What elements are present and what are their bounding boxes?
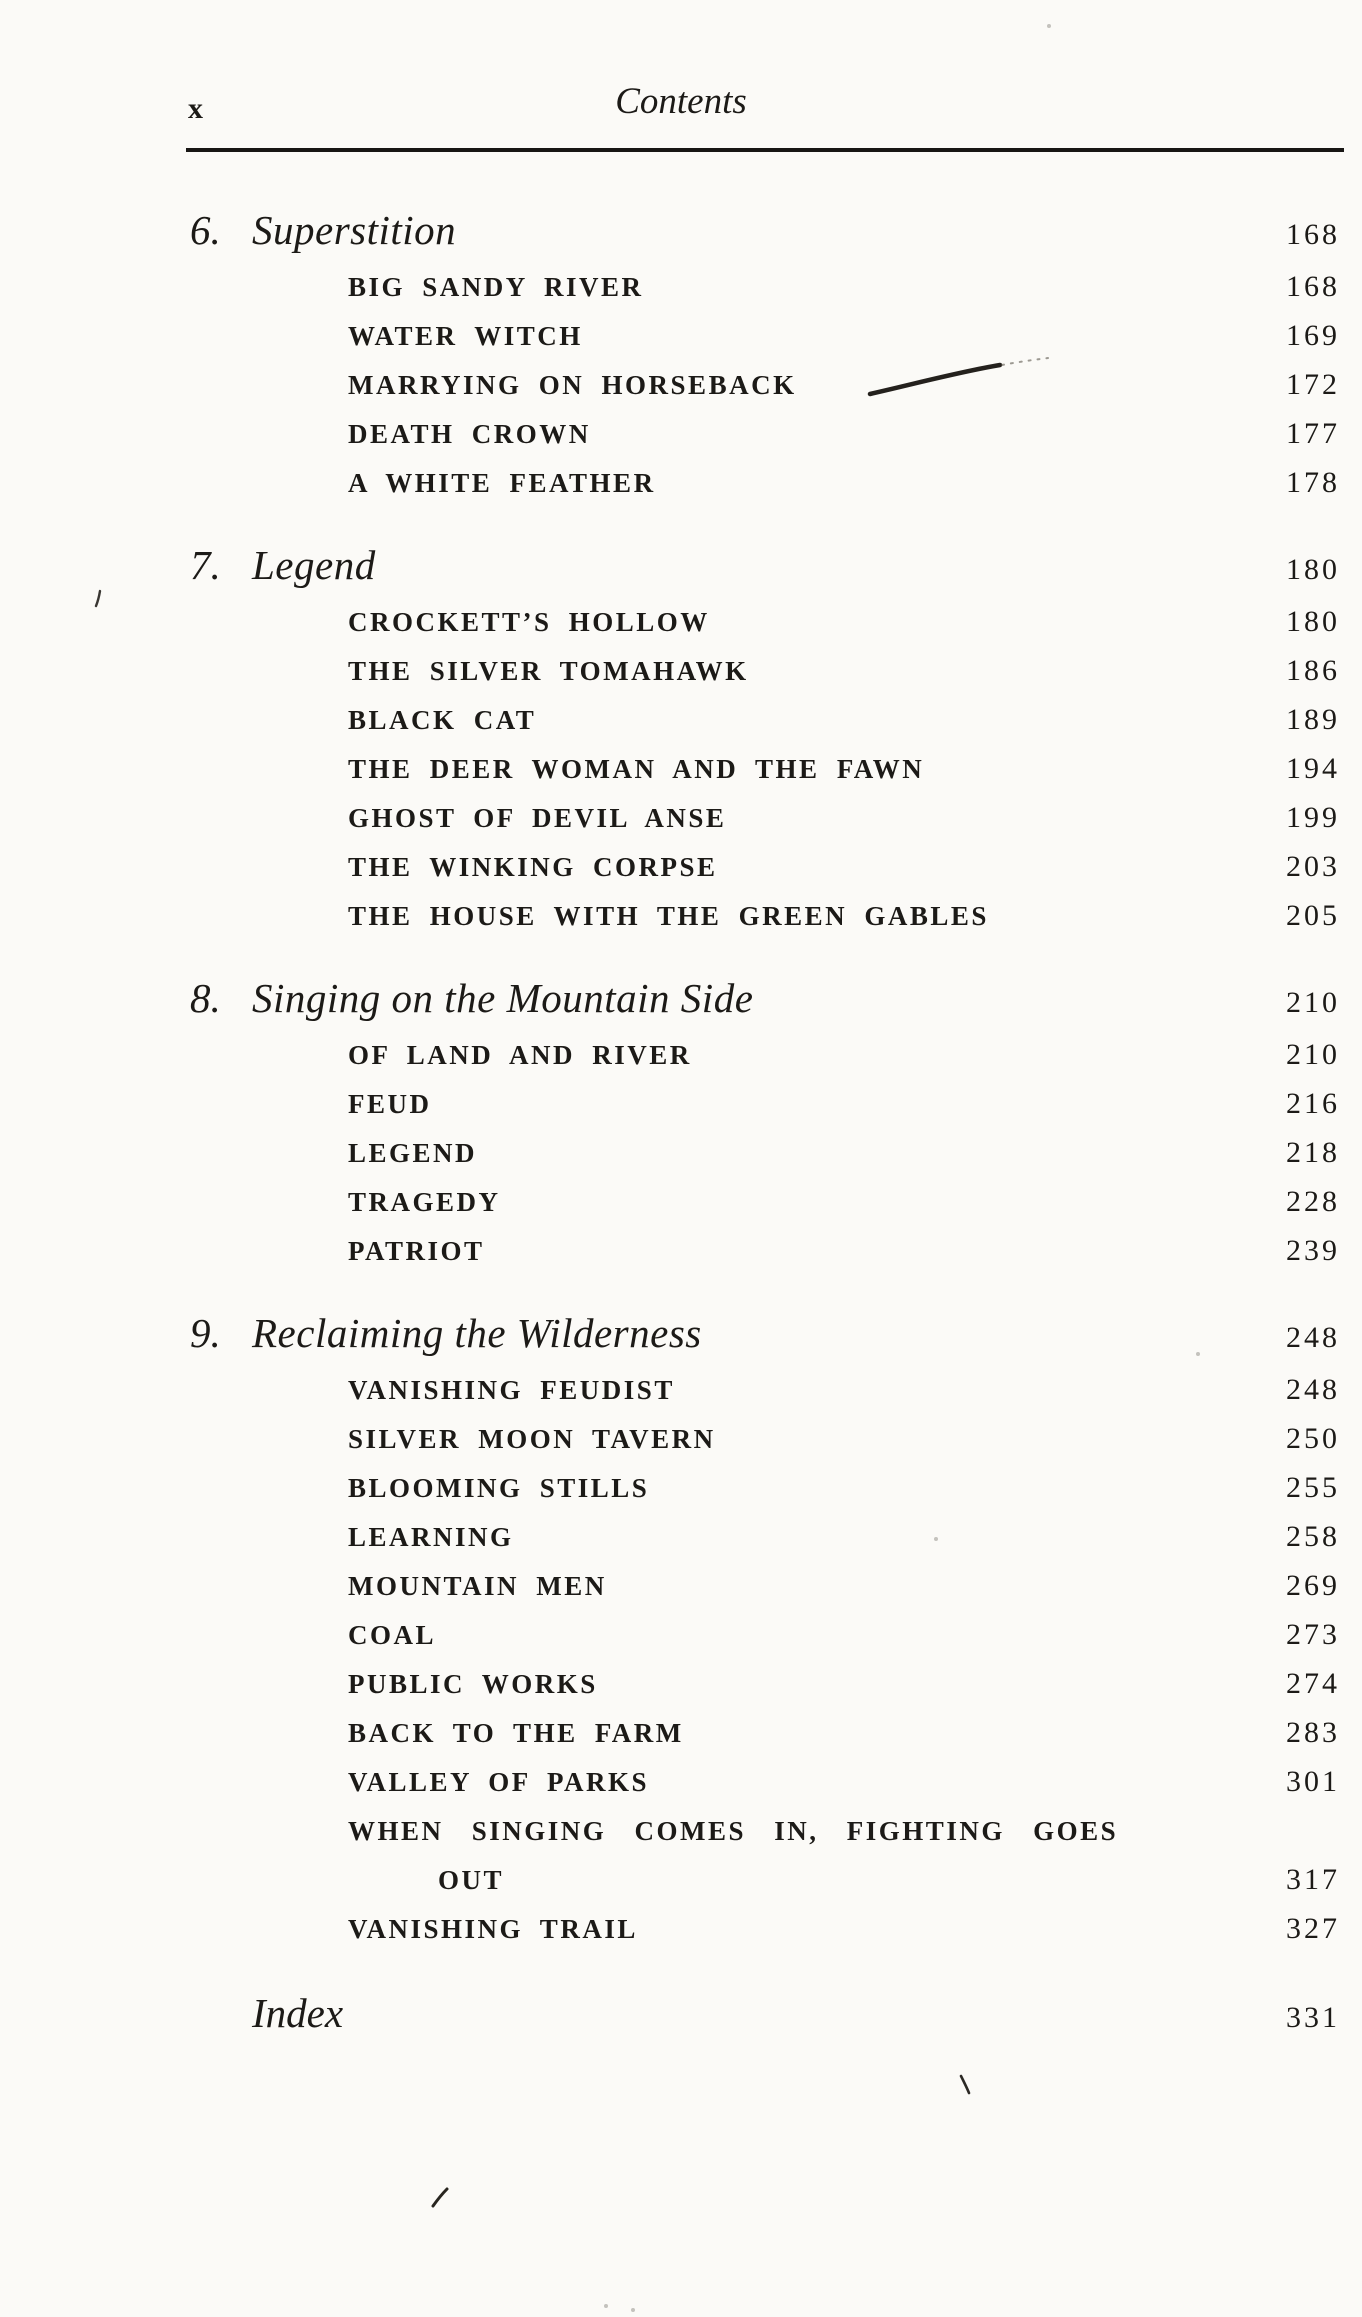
chapter-number: 6.: [190, 207, 221, 253]
entry-page-number: 177: [1286, 417, 1340, 450]
entry-page-number: 218: [1286, 1136, 1340, 1169]
entry-label: GHOST OF DEVIL ANSE: [348, 803, 727, 833]
index-page-number: 331: [1286, 2001, 1340, 2034]
chapter-row: [190, 1305, 1340, 1361]
toc-entry: [190, 1614, 1340, 1663]
toc-section: [190, 1305, 1340, 1957]
toc-section: [190, 970, 1340, 1279]
entry-page-number: 239: [1286, 1234, 1340, 1267]
toc-entry: [190, 1712, 1340, 1761]
entry-label: BACK TO THE FARM: [348, 1718, 684, 1748]
entry-page-number: 169: [1286, 319, 1340, 352]
entry-page-number: 248: [1286, 1373, 1340, 1406]
entry-label: SILVER MOON TAVERN: [348, 1424, 716, 1454]
entry-label: THE WINKING CORPSE: [348, 852, 718, 882]
toc-entry: [190, 699, 1340, 748]
scan-mark-left-margin: [93, 588, 105, 610]
entry-label: BIG SANDY RIVER: [348, 272, 644, 302]
entry-page-number: 205: [1286, 899, 1340, 932]
entry-page-number: 180: [1286, 605, 1340, 638]
entry-label: A WHITE FEATHER: [348, 468, 656, 498]
toc-entry: [190, 1565, 1340, 1614]
entry-label: BLACK CAT: [348, 705, 537, 735]
scan-speck: [934, 1537, 938, 1541]
entry-label: WATER WITCH: [348, 321, 583, 351]
entry-page-number: 269: [1286, 1569, 1340, 1602]
index-label: Index: [252, 1990, 344, 2036]
toc-entry-wrapped-line2: [190, 1859, 1340, 1908]
toc-entry: [190, 748, 1340, 797]
toc-entry: [190, 601, 1340, 650]
entry-page-number: 194: [1286, 752, 1340, 785]
entry-label: CROCKETT’S HOLLOW: [348, 607, 710, 637]
toc-entry: [190, 797, 1340, 846]
entry-label: DEATH CROWN: [348, 419, 591, 449]
entry-page-number: 228: [1286, 1185, 1340, 1218]
entry-page-number: 283: [1286, 1716, 1340, 1749]
toc-section: [190, 537, 1340, 944]
toc-entry: [190, 413, 1340, 462]
chapter-number: 9.: [190, 1310, 221, 1356]
folio-page-number: x: [188, 92, 204, 125]
chapter-row: [190, 537, 1340, 593]
entry-label: PUBLIC WORKS: [348, 1669, 598, 1699]
entry-label: THE HOUSE WITH THE GREEN GABLES: [348, 901, 989, 931]
toc-entry: [190, 266, 1340, 315]
entry-label: THE SILVER TOMAHAWK: [348, 656, 749, 686]
entry-label: WHEN SINGING COMES IN, FIGHTING GOES: [348, 1816, 1119, 1846]
entry-label: PATRIOT: [348, 1236, 485, 1266]
entry-page-number: 327: [1286, 1912, 1340, 1945]
toc-entry-wrapped-line1: [190, 1810, 1340, 1859]
entry-page-number: 172: [1286, 368, 1340, 401]
entry-page-number: 274: [1286, 1667, 1340, 1700]
toc-entry: [190, 1132, 1340, 1181]
entry-page-number: 199: [1286, 801, 1340, 834]
entry-label: THE DEER WOMAN AND THE FAWN: [348, 754, 925, 784]
chapter-title: Legend: [252, 542, 376, 588]
toc-entry: [190, 315, 1340, 364]
index-row: [190, 1985, 1340, 2041]
entry-page-number: 317: [1286, 1863, 1340, 1896]
entry-page-number: 250: [1286, 1422, 1340, 1455]
toc-entry: [190, 1663, 1340, 1712]
chapter-row: [190, 970, 1340, 1026]
scan-speck: [1047, 24, 1051, 28]
entry-page-number: 216: [1286, 1087, 1340, 1120]
toc-entry: [190, 1908, 1340, 1957]
entry-page-number: 203: [1286, 850, 1340, 883]
chapter-page-number: 180: [1286, 553, 1340, 586]
entry-page-number: 255: [1286, 1471, 1340, 1504]
chapter-number: 7.: [190, 542, 221, 588]
table-of-contents: [190, 186, 1340, 2041]
entry-label: LEGEND: [348, 1138, 478, 1168]
entry-label: VANISHING TRAIL: [348, 1914, 638, 1944]
entry-label: OF LAND AND RIVER: [348, 1040, 692, 1070]
chapter-number: 8.: [190, 975, 221, 1021]
page-title: Contents: [615, 81, 747, 122]
toc-entry: [190, 1418, 1340, 1467]
toc-entry: [190, 1516, 1340, 1565]
chapter-title: Singing on the Mountain Side: [252, 975, 754, 1021]
entry-label: VALLEY OF PARKS: [348, 1767, 650, 1797]
toc-entry: [190, 1230, 1340, 1279]
entry-page-number: 178: [1286, 466, 1340, 499]
entry-label: FEUD: [348, 1089, 432, 1119]
scan-speck: [631, 2308, 635, 2312]
entry-page-number: 189: [1286, 703, 1340, 736]
toc-entry: [190, 1467, 1340, 1516]
entry-label: VANISHING FEUDIST: [348, 1375, 675, 1405]
toc-entry: [190, 1034, 1340, 1083]
chapter-page-number: 248: [1286, 1321, 1340, 1354]
chapter-row: [190, 202, 1340, 258]
entry-label: MOUNTAIN MEN: [348, 1571, 607, 1601]
toc-entry: [190, 895, 1340, 944]
toc-entry: [190, 1181, 1340, 1230]
scan-mark-lower-right: [958, 2074, 972, 2096]
chapter-page-number: 168: [1286, 218, 1340, 251]
entry-page-number: 210: [1286, 1038, 1340, 1071]
entry-page-number: 258: [1286, 1520, 1340, 1553]
toc-entry: [190, 650, 1340, 699]
entry-page-number: 186: [1286, 654, 1340, 687]
toc-entry: [190, 846, 1340, 895]
scan-speck: [1196, 1352, 1200, 1356]
entry-label-continuation: OUT: [438, 1865, 505, 1895]
toc-entry: [190, 364, 1340, 413]
scan-speck: [604, 2304, 608, 2308]
toc-section: [190, 202, 1340, 511]
chapter-title: Reclaiming the Wilderness: [252, 1310, 702, 1356]
chapter-title: Superstition: [252, 207, 457, 253]
entry-label: MARRYING ON HORSEBACK: [348, 370, 797, 400]
entry-label: LEARNING: [348, 1522, 514, 1552]
toc-entry: [190, 1083, 1340, 1132]
entry-page-number: 168: [1286, 270, 1340, 303]
header-rule: [186, 148, 1344, 152]
chapter-page-number: 210: [1286, 986, 1340, 1019]
entry-label: COAL: [348, 1620, 437, 1650]
toc-entry: [190, 1369, 1340, 1418]
toc-entry: [190, 1761, 1340, 1810]
entry-label: TRAGEDY: [348, 1187, 501, 1217]
entry-page-number: 273: [1286, 1618, 1340, 1651]
scan-mark-lower-left: [430, 2186, 450, 2210]
entry-page-number: 301: [1286, 1765, 1340, 1798]
toc-entry: [190, 462, 1340, 511]
entry-label: BLOOMING STILLS: [348, 1473, 650, 1503]
